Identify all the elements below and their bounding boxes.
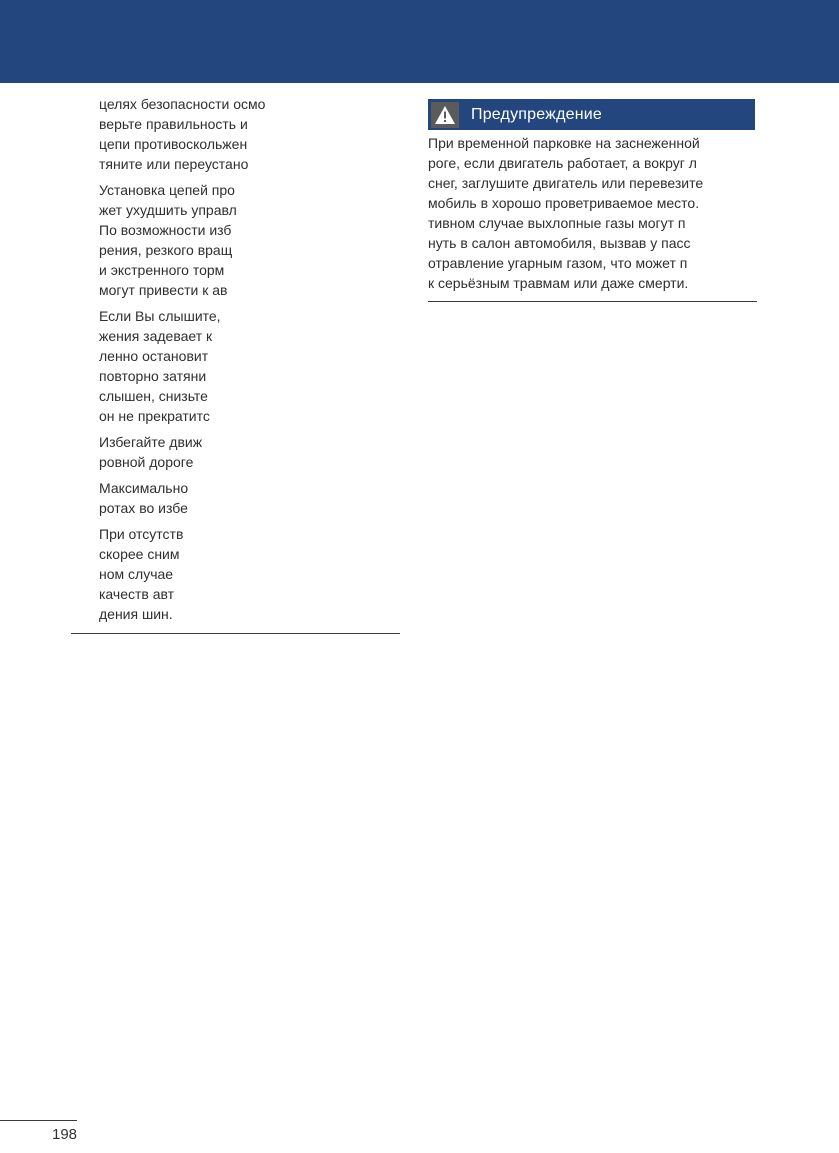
warning-divider — [428, 301, 757, 302]
left-column-divider — [71, 633, 400, 634]
text-line: слышен, снизьте — [99, 388, 208, 404]
text-line: скорее сним — [99, 546, 180, 562]
text-line: Максимально — [99, 480, 189, 496]
text-line: Если Вы слышите, — [99, 308, 221, 324]
text-line: дения шин. — [99, 606, 173, 622]
paragraph-max-speed — [99, 478, 399, 518]
text-line: Установка цепей про — [99, 182, 235, 198]
text-line: снег, заглушите двигатель или перевезите — [428, 175, 704, 191]
text-line: могут привести к ав — [99, 282, 228, 298]
text-line: и экстренного торм — [99, 262, 225, 278]
paragraph-chain-safety — [99, 94, 399, 174]
text-line: При отсутств — [99, 526, 184, 542]
text-line: ленно остановит — [99, 348, 209, 364]
warning-triangle-icon — [431, 102, 459, 128]
text-line: цепи противоскольжен — [99, 136, 248, 152]
text-line: тивном случае выхлопные газы могут п — [428, 215, 686, 231]
text-line: качеств авт — [99, 586, 175, 602]
warning-title: Предупреждение — [471, 105, 602, 123]
text-line: повторно затяни — [99, 368, 207, 384]
text-line: отравление угарным газом, что может п — [428, 255, 688, 271]
text-line: Избегайте движ — [99, 434, 203, 450]
text-line: к серьёзным травмам или даже смерти. — [428, 275, 689, 291]
text-line: ровной дороге — [99, 454, 194, 470]
paragraph-avoid-driving — [99, 432, 399, 472]
paragraph-chain-noise — [99, 306, 399, 426]
text-line: целях безопасности осмо — [99, 96, 266, 112]
text-line: роге, если двигатель работает, а вокруг л — [428, 155, 697, 171]
text-line: он не прекратитс — [99, 408, 210, 424]
text-line: нуть в салон автомобиля, вызвав у пасс — [428, 235, 691, 251]
warning-box — [428, 99, 755, 293]
paragraph-no-snow — [99, 524, 399, 624]
text-line: ротах во избе — [99, 500, 188, 516]
page-number: 198 — [52, 1126, 78, 1143]
footer-rule — [0, 1120, 77, 1121]
warning-text — [428, 133, 738, 293]
text-line: ном случае — [99, 566, 174, 582]
text-line: верьте правильность и — [99, 116, 248, 132]
text-line: По возможности изб — [99, 222, 232, 238]
left-column — [99, 94, 399, 630]
text-line: мобиль в хорошо проветриваемое место. — [428, 195, 700, 211]
text-line: рения, резкого вращ — [99, 242, 233, 258]
text-line: При временной парковке на заснеженной — [428, 135, 700, 151]
header-band — [0, 0, 839, 83]
warning-header — [428, 99, 755, 130]
text-line: тяните или переустано — [99, 156, 249, 172]
text-line: жет ухудшить управл — [99, 202, 237, 218]
text-line: жения задевает к — [99, 328, 213, 344]
paragraph-chain-handling — [99, 180, 399, 300]
